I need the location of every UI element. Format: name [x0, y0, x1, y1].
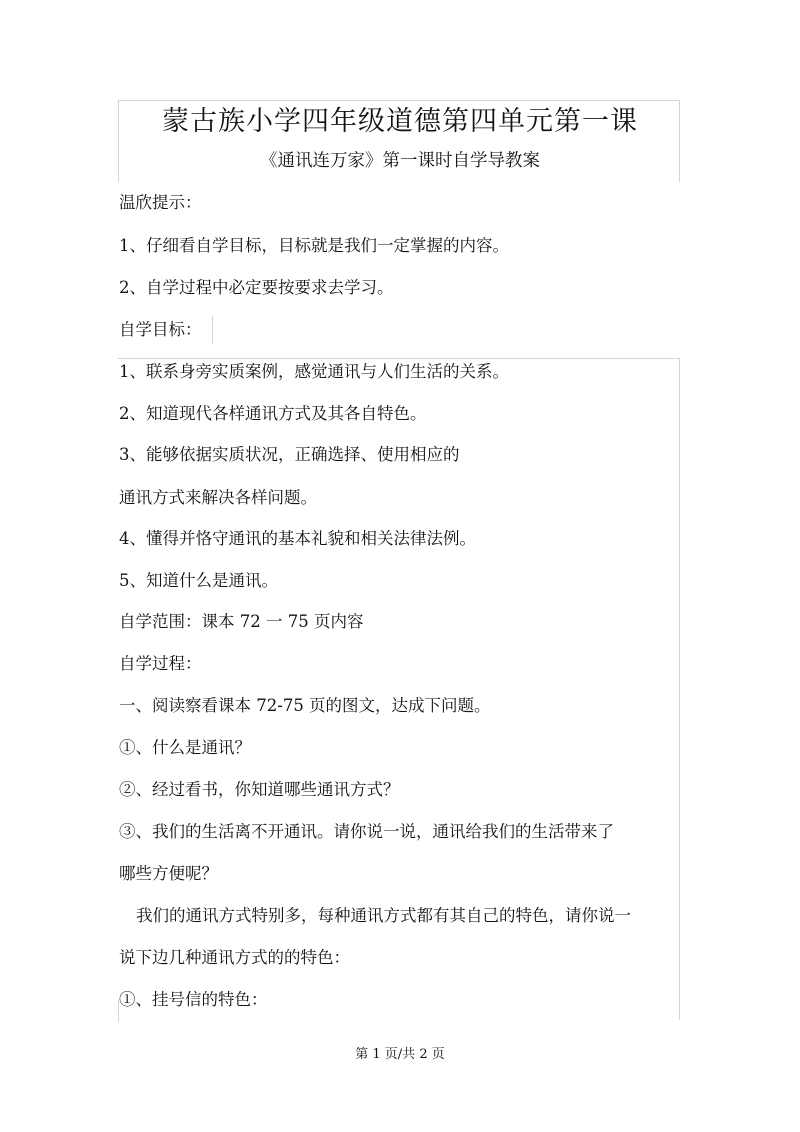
text-line: 1、仔细看自学目标，目标就是我们一定掌握的内容。 [119, 236, 509, 255]
text-line: 3、能够依据实质状况，正确选择、使用相应的 [119, 445, 460, 464]
text-line: 自学目标： [119, 320, 202, 339]
page-subtitle: 《通讯连万家》第一课时自学导教案 [260, 151, 540, 171]
text-line: 自学过程： [119, 654, 202, 673]
text-line: 一、阅读察看课本 72-75 页的图文，达成下问题。 [119, 696, 491, 715]
table-rule-top [118, 100, 680, 101]
text-line: 5、知道什么是通讯。 [119, 571, 278, 590]
text-line: 自学范围：课本 72 一 75 页内容 [119, 612, 364, 631]
text-line: ①、挂号信的特色： [119, 990, 268, 1009]
table-rule-body-top [118, 358, 680, 359]
text-line: 1、联系身旁实质案例，感觉通讯与人们生活的关系。 [119, 362, 509, 381]
text-line: 说下边几种通讯方式的的特色： [119, 948, 350, 967]
table-rule-body-right [679, 358, 680, 1020]
text-line: 温欣提示： [119, 193, 202, 212]
text-line: ③、我们的生活离不开通讯。请你说一说，通讯给我们的生活带来了 [119, 822, 614, 841]
page-number: 第 1 页/共 2 页 [355, 1047, 445, 1062]
text-line: 通讯方式来解决各样问题。 [119, 488, 317, 507]
table-rule-left [118, 100, 119, 182]
page-title: 蒙古族小学四年级道德第四单元第一课 [162, 106, 638, 137]
text-line: 我们的通讯方式特别多，每种通讯方式都有其自己的特色，请你说一 [136, 906, 631, 925]
text-line: ①、什么是通讯？ [119, 738, 251, 757]
text-line: 2、知道现代各样通讯方式及其各自特色。 [119, 404, 427, 423]
text-line: 哪些方便呢？ [119, 864, 218, 883]
text-line: 2、自学过程中必定要按要求去学习。 [119, 278, 394, 297]
table-rule-mid-right [212, 316, 213, 344]
text-line: ②、经过看书，你知道哪些通讯方式？ [119, 780, 400, 799]
text-line: 4、懂得并恪守通讯的基本礼貌和相关法律法例。 [119, 529, 476, 548]
